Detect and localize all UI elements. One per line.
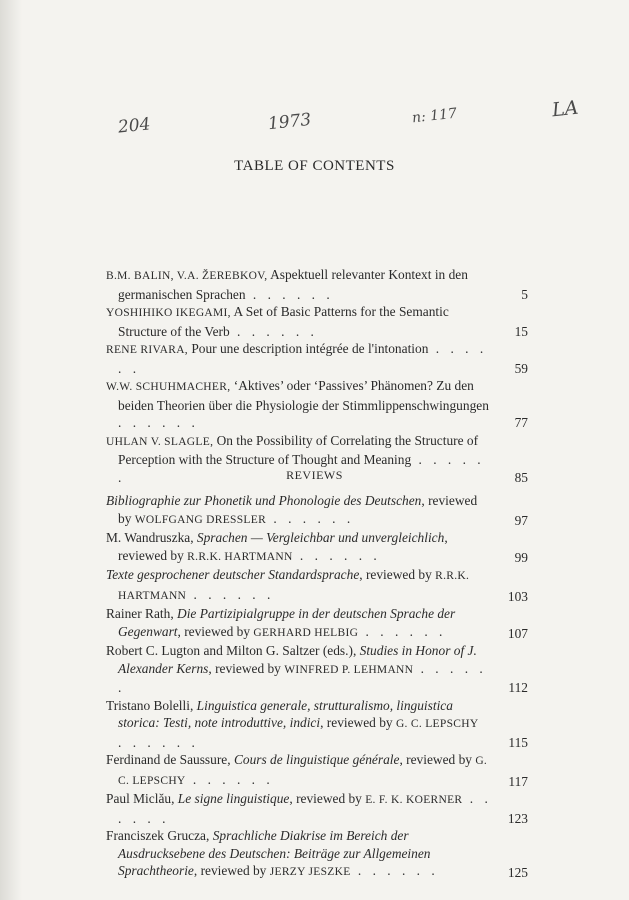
leader-dots: . . . . . .: [118, 341, 488, 376]
entry-fragment: , reviewed by: [177, 623, 254, 639]
author-name: G. C. LEPSCHY: [395, 718, 479, 730]
review-entry: [106, 751, 528, 790]
page-number: 115: [508, 734, 528, 750]
entry-fragment: , reviewed by: [359, 567, 436, 582]
author-name: JERZY JESZKE: [269, 866, 351, 878]
entry-fragment: , reviewed by: [320, 715, 396, 730]
toc-entry: [106, 340, 528, 377]
entry-text: [106, 605, 528, 642]
leader-dots: . . . . . .: [118, 734, 199, 750]
work-title: Sprachen — Vergleichbar und unvergleichlich: [196, 530, 445, 545]
review-entry: [106, 566, 528, 605]
author-name: UHLAN V. SLAGLE,: [106, 435, 214, 448]
entry-fragment: M. Wandruszka,: [106, 530, 197, 545]
entry-fragment: Paul Miclău,: [106, 791, 178, 806]
entry-text: [106, 827, 528, 882]
author-name: RENE RIVARA,: [106, 344, 188, 356]
leader-dots: . . . . . .: [358, 623, 447, 639]
leader-dots: . . . . . .: [292, 547, 381, 563]
author-name: YOSHIHIKO IKEGAMI,: [106, 307, 231, 319]
review-entry: [106, 642, 528, 697]
entry-fragment: Franciszek Grucza,: [106, 828, 213, 843]
handwritten-number: 204: [117, 114, 152, 138]
review-entry: [106, 529, 528, 566]
author-name: R.R.K. HARTMANN: [187, 550, 293, 563]
entry-text: [106, 340, 528, 377]
leader-dots: . . . . . .: [118, 660, 487, 695]
entry-text: [106, 492, 528, 529]
author-name: G. C. LEPSCHY: [118, 755, 488, 787]
page-number: 107: [507, 625, 528, 641]
entry-fragment: , reviewed by: [208, 660, 285, 676]
toc-entry: [106, 377, 528, 432]
page-number: 15: [514, 323, 528, 339]
page-number: 5: [521, 286, 528, 302]
author-name: WOLFGANG DRESSLER: [134, 513, 267, 526]
page-number: 112: [508, 680, 528, 695]
entry-text: [106, 697, 528, 752]
work-title: Le signe linguistique: [177, 791, 290, 806]
author-name: WINFRED P. LEHMANN: [284, 663, 414, 676]
entry-text: [106, 303, 528, 340]
author-name: GERHARD HELBIG: [253, 626, 359, 639]
entry-fragment: On the Possibility of Correlating the Structure of Perception with the Structure of Thought and Meaning: [118, 432, 479, 467]
leader-dots: . . . . . .: [118, 415, 199, 430]
leader-dots: . . . . . .: [118, 791, 492, 826]
entry-fragment: Ferdinand de Saussure,: [106, 752, 234, 767]
work-title: Bibliographie zur Phonetik und Phonologie des Deutschen: [106, 493, 422, 508]
page-number: 117: [508, 773, 528, 789]
entry-text: [106, 266, 528, 303]
page-title: TABLE OF CONTENTS: [234, 158, 395, 174]
review-entry: [106, 790, 528, 827]
handwritten-year: 1973: [267, 109, 313, 135]
page-number: 59: [514, 360, 528, 376]
work-title: Cours de linguistique générale: [233, 752, 400, 767]
entry-fragment: Tristano Bolelli,: [106, 697, 197, 713]
reviews-list: [106, 492, 528, 882]
toc-entry: [106, 266, 528, 303]
leader-dots: . . . . . .: [350, 863, 439, 878]
work-title: Texte gesprochener deutscher Standardsprache: [106, 567, 360, 582]
entry-fragment: Robert C. Lugton and Milton G. Saltzer (eds.),: [106, 643, 360, 658]
entry-fragment: , reviewed by: [193, 863, 270, 878]
leader-dots: . . . . . .: [245, 286, 334, 302]
page-number: 123: [507, 810, 528, 826]
entry-fragment: , reviewed by: [118, 493, 478, 526]
page-number: 99: [514, 549, 528, 565]
author-name: E. F. K. KOERNER: [365, 794, 463, 806]
entry-fragment: ‘Aktives’ oder ‘Passives’ Phänomen? Zu den beiden Theorien über die Physiologie der Stimmlippenschwingungen: [118, 378, 489, 413]
entry-fragment: , reviewed by: [289, 791, 366, 806]
work-title: Die Partizipialgruppe in der deutschen Sprache der Gegenwart: [118, 606, 456, 639]
articles-list: [106, 266, 528, 486]
handwritten-corner-mark: LA: [550, 96, 580, 122]
leader-dots: . . . . . .: [229, 323, 318, 339]
entry-fragment: , reviewed by: [399, 752, 476, 767]
toc-entry: [106, 303, 528, 340]
handwritten-note: n: 117: [411, 105, 458, 127]
entry-text: [106, 751, 528, 790]
leader-dots: . . . . . .: [186, 586, 275, 602]
review-entry: [106, 605, 528, 642]
work-title: Linguistica generale, strutturalismo, linguistica storica: Testi, note introduttive, indici: [118, 697, 453, 730]
entry-text: [106, 529, 528, 566]
entry-fragment: Aspektuell relevanter Kontext in den germanischen Sprachen: [118, 267, 468, 302]
review-entry: [106, 492, 528, 529]
page-number: 77: [514, 415, 528, 430]
reviews-heading: REVIEWS: [286, 468, 343, 482]
entry-fragment: A Set of Basic Patterns for the Semantic Structure of the Verb: [118, 304, 449, 339]
review-entry: [106, 827, 528, 882]
leader-dots: . . . . . .: [266, 510, 355, 526]
page-number: 85: [514, 469, 528, 485]
author-name: W.W. SCHUHMACHER,: [106, 381, 231, 393]
leader-dots: . . . . . .: [118, 452, 485, 485]
review-entry: [106, 697, 528, 752]
entry-fragment: Pour une description intégrée de l'intonation: [187, 341, 429, 356]
work-title: Studies in Honor of J. Alexander Kerns: [118, 643, 477, 676]
entry-text: [106, 642, 528, 697]
page-number: 125: [507, 865, 528, 880]
author-name: B.M. BALIN, V.A. ŽEREBKOV,: [106, 270, 268, 282]
page-number: 103: [507, 588, 528, 604]
entry-fragment: Rainer Rath,: [106, 606, 178, 621]
entry-text: [106, 790, 528, 827]
entry-text: [106, 566, 528, 605]
leader-dots: . . . . . .: [185, 771, 274, 787]
entry-text: [106, 377, 528, 432]
author-name: R.R.K. HARTMANN: [118, 570, 470, 602]
page-edge-shadow: [0, 0, 22, 900]
work-title: Sprachliche Diakrise im Bereich der Ausdrucksebene des Deutschen: Beiträge zur Allgemeinen Sprachtheorie: [118, 828, 431, 878]
entry-fragment: , reviewed by: [118, 530, 448, 563]
page-number: 97: [514, 512, 528, 528]
